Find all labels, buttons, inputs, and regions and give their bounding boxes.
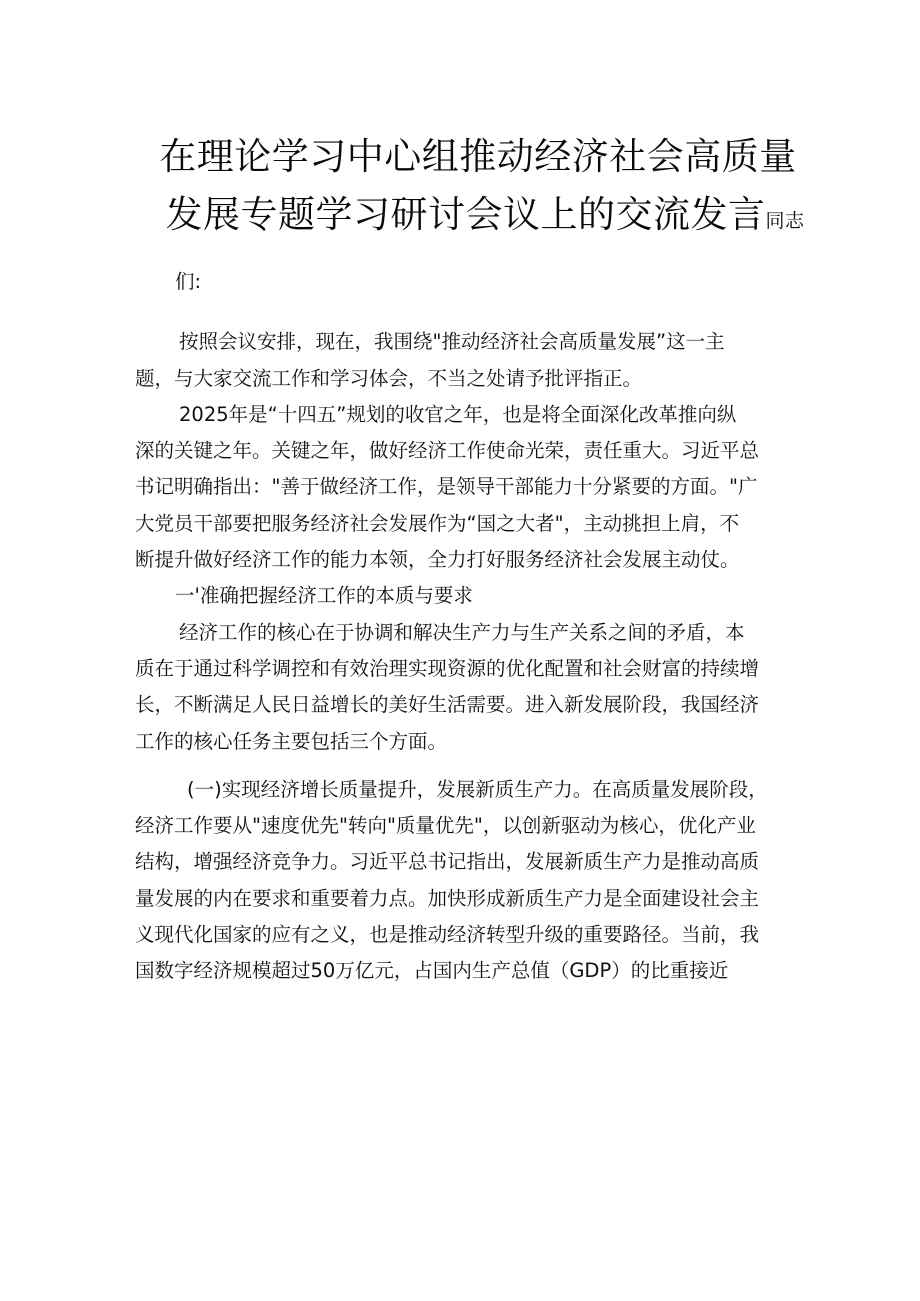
title-line-2 <box>0 186 920 250</box>
body-line: 题，与大家交流工作和学习体会，不当之处请予批评指正。 <box>135 366 643 390</box>
body-line: 经济工作要从"速度优先"转向"质量优先"，以创新驱动为核心，优化产业 <box>135 814 756 838</box>
body-line: 书记明确指出："善于做经济工作，是领导干部能力十分紧要的方面。"广 <box>135 475 758 499</box>
body-line: 义现代化国家的应有之义，也是推动经济转型升级的重要路径。当前，我 <box>135 923 760 947</box>
body-line: 经济工作的核心在于协调和解决生产力与生产关系之间的矛盾，本 <box>179 620 745 644</box>
body-line: 2025年是“十四五”规划的收官之年，也是将全面深化改革推向纵 <box>179 402 737 426</box>
body-line: 工作的核心任务主要包括三个方面。 <box>135 729 448 753</box>
document-body <box>135 264 785 990</box>
body-line: 长，不断满足人民日益增长的美好生活需要。进入新发展阶段，我国经济 <box>135 693 760 717</box>
spacer <box>135 760 785 772</box>
body-line: 结构，增强经济竞争力。习近平总书记指出，发展新质生产力是推动高质 <box>135 850 760 874</box>
body-line: 量发展的内在要求和重要着力点。加快形成新质生产力是全面建设社会主 <box>135 886 760 910</box>
body-line: 深的关键之年。关键之年，做好经济工作使命光荣，责任重大。习近平总 <box>135 439 760 463</box>
section-heading: 一'准确把握经济工作的本质与要求 <box>175 584 473 608</box>
body-line: 质在于通过科学调控和有效治理实现资源的优化配置和社会财富的持续增 <box>135 656 760 680</box>
title-line-2-text: 发展专题学习研讨会议上的交流发言 <box>165 193 766 236</box>
document-title <box>0 128 920 250</box>
body-line: 按照会议安排，现在，我围绕"推动经济社会高质量发展”这一主 <box>179 330 725 354</box>
subsection-line: (一)实现经济增长质量提升，发展新质生产力。在高质量发展阶段， <box>187 777 768 801</box>
spacer <box>135 300 785 324</box>
body-line: 断提升做好经济工作的能力本领，全力打好服务经济社会发展主动仗。 <box>135 548 740 572</box>
salutation: 们: <box>175 270 202 293</box>
body-line: 国数字经济规模超过50万亿元，占国内生产总值（GDP）的比重接近 <box>135 959 729 983</box>
title-tail: 同志 <box>765 210 805 232</box>
title-line-1: 在理论学习中心组推动经济社会高质量 <box>159 135 797 178</box>
body-line: 大党员干部要把服务经济社会发展作为“国之大者"，主动挑担上肩，不 <box>135 511 740 535</box>
